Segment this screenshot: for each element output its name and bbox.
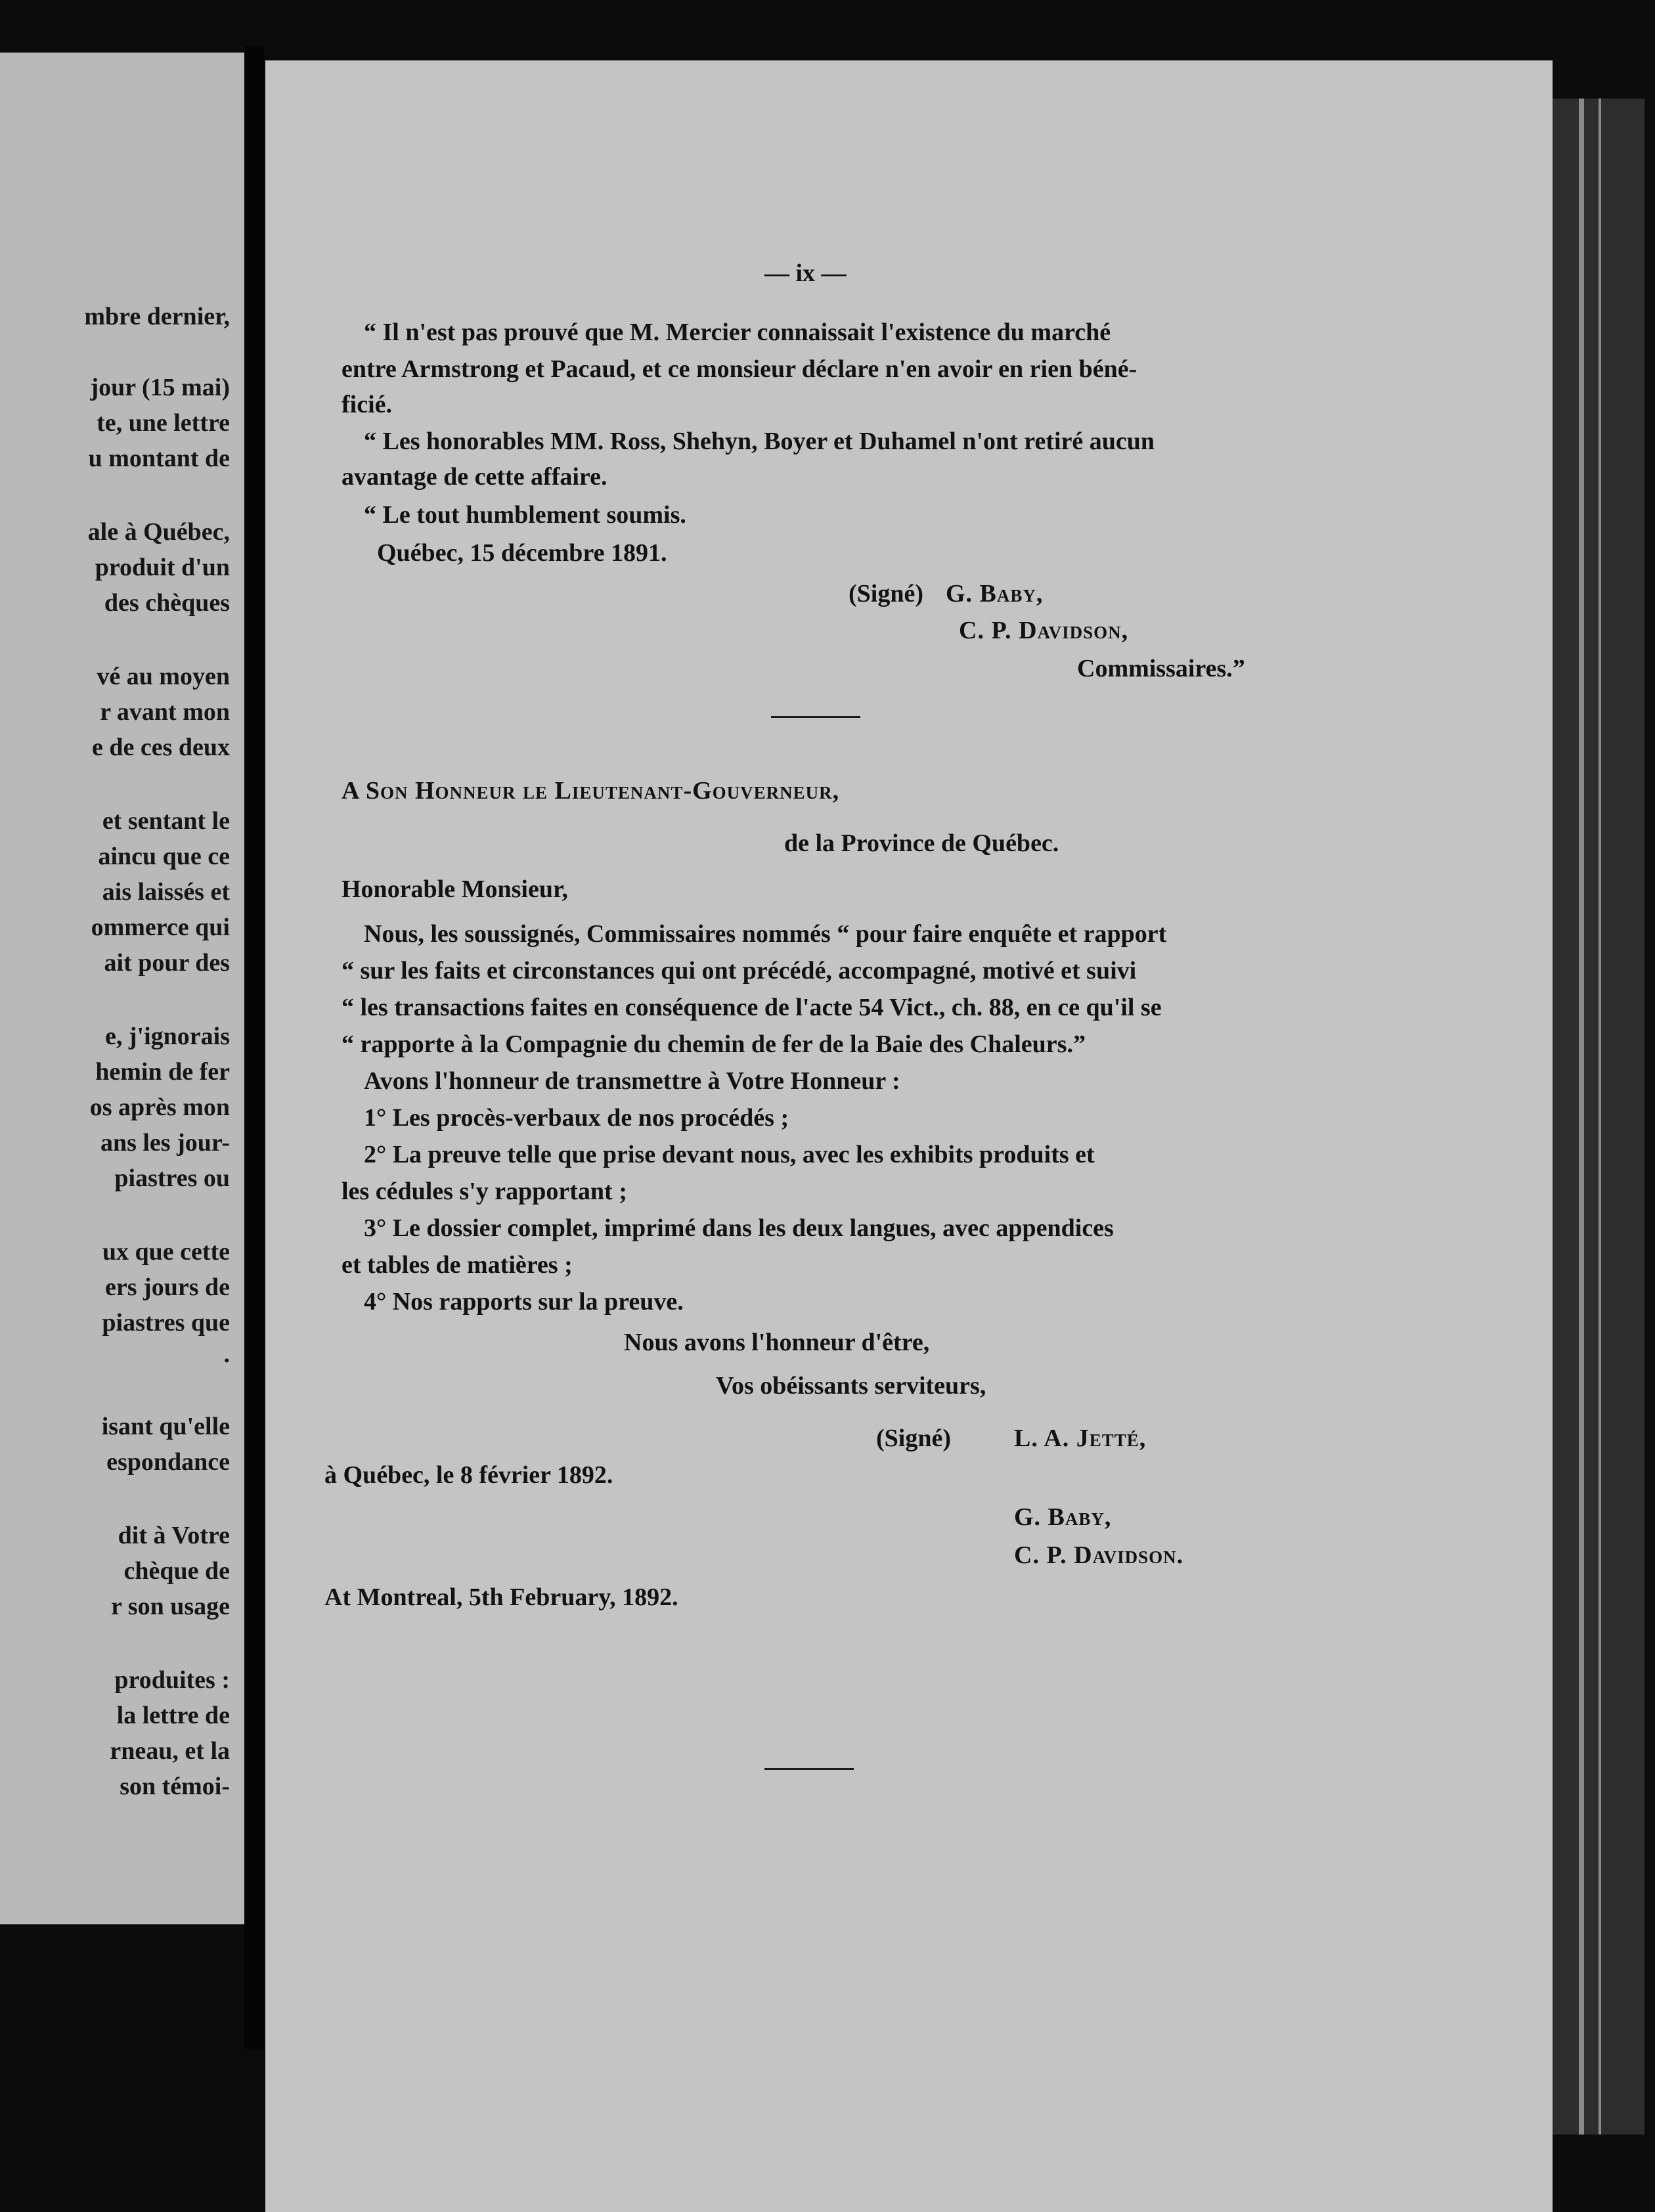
left-fragment-line: piastres que — [102, 1309, 230, 1337]
left-fragment-line: jour (15 mai) — [90, 374, 230, 401]
body-line: Avons l'honneur de transmettre à Votre Honneur : — [364, 1067, 900, 1095]
page-number: — ix — — [764, 259, 847, 287]
left-fragment-line: isant qu'elle — [101, 1413, 230, 1440]
left-fragment-line: produit d'un — [95, 554, 230, 581]
left-fragment-line: la lettre de — [116, 1702, 230, 1729]
left-fragment-line: r avant mon — [100, 698, 230, 726]
signed-label: (Signé) — [849, 580, 923, 608]
left-fragment-line: vé au moyen — [97, 663, 230, 690]
address-line: A Son Honneur le Lieutenant-Gouverneur, — [342, 777, 840, 805]
signatory-name: G. Baby, — [1014, 1503, 1112, 1531]
left-fragment-line: ux que cette — [102, 1238, 230, 1266]
page-edge-line — [1579, 99, 1584, 2135]
signatory-title: Commissaires.” — [1077, 655, 1245, 682]
left-fragment-line: e, j'ignorais — [105, 1023, 230, 1050]
paragraph-line: “ Les honorables MM. Ross, Shehyn, Boyer et Duhamel n'ont retiré aucun — [364, 428, 1155, 455]
left-fragment-line: son témoi- — [120, 1773, 230, 1800]
list-item: 3° Le dossier complet, imprimé dans les deux langues, avec appendices — [364, 1214, 1114, 1242]
list-item: 1° Les procès-verbaux de nos procédés ; — [364, 1104, 789, 1132]
left-fragment-line: chèque de — [123, 1557, 230, 1585]
paragraph-line: “ Il n'est pas prouvé que M. Mercier connaissait l'existence du marché — [364, 319, 1111, 346]
body-line: “ les transactions faites en conséquence de l'acte 54 Vict., ch. 88, en ce qu'il se — [342, 994, 1162, 1021]
left-fragment-line: . — [223, 1340, 230, 1368]
left-fragment-line: ale à Québec, — [87, 518, 230, 546]
left-fragment-line: ait pour des — [104, 949, 230, 977]
left-fragment-line: et sentant le — [102, 807, 230, 835]
left-fragment-line: rneau, et la — [110, 1737, 230, 1765]
paragraph-line: entre Armstrong et Pacaud, et ce monsieur déclare n'en avoir en rien béné- — [342, 355, 1137, 383]
left-fragment-line: te, une lettre — [97, 409, 230, 437]
address-line: de la Province de Québec. — [784, 830, 1059, 857]
left-fragment-line: des chèques — [104, 589, 230, 617]
signatory-name: G. Baby, — [946, 580, 1044, 608]
closing-line: Nous avons l'honneur d'être, — [624, 1329, 930, 1356]
left-fragment-line: produites : — [114, 1666, 230, 1694]
body-line: “ sur les faits et circonstances qui ont précédé, accompagné, motivé et suivi — [342, 957, 1137, 984]
signatory-name: L. A. Jetté, — [1014, 1425, 1147, 1452]
left-fragment-line: ans les jour- — [100, 1129, 230, 1157]
list-item: 4° Nos rapports sur la preuve. — [364, 1288, 684, 1316]
left-fragment-line: mbre dernier, — [84, 303, 230, 330]
left-fragment-line: ommerce qui — [91, 914, 230, 941]
list-item: 2° La preuve telle que prise devant nous, avec les exhibits produits et — [364, 1141, 1095, 1168]
salutation: Honorable Monsieur, — [342, 875, 568, 903]
left-fragment-line: espondance — [106, 1448, 230, 1476]
page-edge-line — [1599, 99, 1601, 2135]
body-line: Nous, les soussignés, Commissaires nommés “ pour faire enquête et rapport — [364, 920, 1167, 948]
left-fragment-line: piastres ou — [114, 1164, 230, 1192]
left-fragment-line: u montant de — [88, 445, 230, 472]
place-date: Québec, 15 décembre 1891. — [377, 539, 667, 567]
book-spine — [244, 46, 264, 2049]
left-fragment-line: hemin de fer — [95, 1058, 230, 1086]
closing-line: Vos obéissants serviteurs, — [716, 1372, 986, 1400]
left-page-fragment — [0, 53, 244, 1924]
signed-label: (Signé) — [876, 1425, 951, 1452]
section-divider — [771, 716, 860, 718]
left-fragment-line: dit à Votre — [118, 1522, 230, 1549]
signatory-name: C. P. Davidson, — [959, 617, 1129, 644]
left-fragment-line: ais laissés et — [102, 878, 230, 906]
left-fragment-line: e de ces deux — [91, 734, 230, 761]
paragraph-line: avantage de cette affaire. — [342, 463, 607, 491]
signatory-name: C. P. Davidson. — [1014, 1541, 1184, 1569]
left-fragment-line: aincu que ce — [98, 843, 230, 870]
section-divider — [764, 1768, 854, 1770]
paragraph-line: “ Le tout humblement soumis. — [364, 501, 686, 529]
document-page — [265, 60, 1553, 2212]
list-item: et tables de matières ; — [342, 1251, 573, 1279]
page-edge-stack — [1553, 99, 1644, 2135]
body-line: “ rapporte à la Compagnie du chemin de fer de la Baie des Chaleurs.” — [342, 1030, 1086, 1058]
left-fragment-line: r son usage — [111, 1593, 230, 1620]
left-fragment-line: ers jours de — [105, 1273, 230, 1301]
place-date: à Québec, le 8 février 1892. — [324, 1461, 613, 1489]
paragraph-line: ficié. — [342, 391, 393, 418]
left-fragment-line: os après mon — [89, 1094, 230, 1121]
place-date: At Montreal, 5th February, 1892. — [324, 1583, 678, 1611]
list-item: les cédules s'y rapportant ; — [342, 1178, 627, 1205]
